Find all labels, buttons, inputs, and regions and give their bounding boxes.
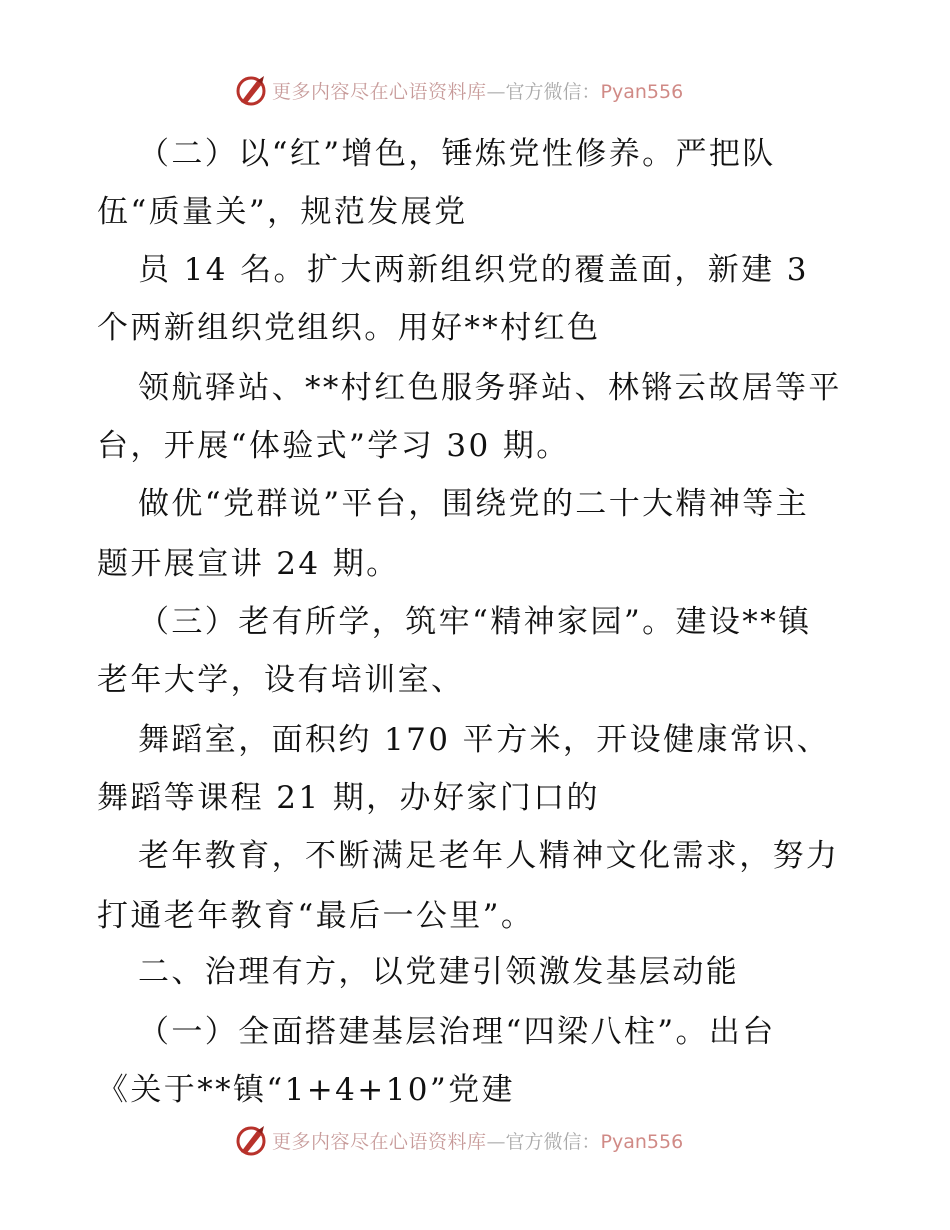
body-line: 舞蹈室，面积约 170 平方米，开设健康常识、: [138, 722, 831, 758]
watermark-text: [272, 77, 683, 104]
watermark-brand: 更多内容尽在心语资料库: [272, 81, 487, 103]
watermark-id: Pyan556: [600, 81, 684, 103]
body-line: 个两新组织党组织。用好**村红色: [97, 310, 601, 346]
watermark-label: 官方微信：: [505, 1131, 601, 1153]
body-heading: 二、治理有方，以党建引领激发基层动能: [138, 954, 740, 990]
body-line: 做优“党群说”平台，围绕党的二十大精神等主: [138, 486, 810, 522]
body-line: 员 14 名。扩大两新组织党的覆盖面，新建 3: [138, 252, 809, 288]
body-line: 打通老年教育“最后一公里”。: [97, 898, 535, 934]
body-line: 舞蹈等课程 21 期，办好家门口的: [97, 780, 600, 816]
footer-watermark: [0, 1120, 950, 1160]
body-line: （三）老有所学，筑牢“精神家园”。建设**镇: [138, 604, 812, 640]
watermark-brand: 更多内容尽在心语资料库: [272, 1131, 487, 1153]
body-line: （二）以“红”增色，锤炼党性修养。严把队: [138, 136, 776, 172]
quill-logo-icon: [233, 1122, 269, 1158]
body-line: 老年教育，不断满足老年人精神文化需求，努力: [138, 838, 840, 874]
body-line: 老年大学，设有培训室、: [97, 662, 465, 698]
watermark-separator: —: [486, 81, 506, 103]
watermark-separator: —: [486, 1131, 506, 1153]
watermark-label: 官方微信：: [505, 81, 601, 103]
body-line: 伍“质量关”，规范发展党: [97, 194, 468, 230]
body-line: （一）全面搭建基层治理“四梁八柱”。出台: [138, 1014, 776, 1050]
body-line: 题开展宣讲 24 期。: [97, 546, 400, 582]
watermark-id: Pyan556: [600, 1131, 684, 1153]
body-line: 《关于**镇“1+4+10”党建: [97, 1072, 515, 1108]
body-line: 台，开展“体验式”学习 30 期。: [97, 428, 570, 464]
quill-logo-icon: [233, 72, 269, 108]
body-line: 领航驿站、**村红色服务驿站、林锵云故居等平: [138, 370, 842, 406]
header-watermark: [0, 70, 950, 110]
watermark-text: [272, 1127, 683, 1154]
